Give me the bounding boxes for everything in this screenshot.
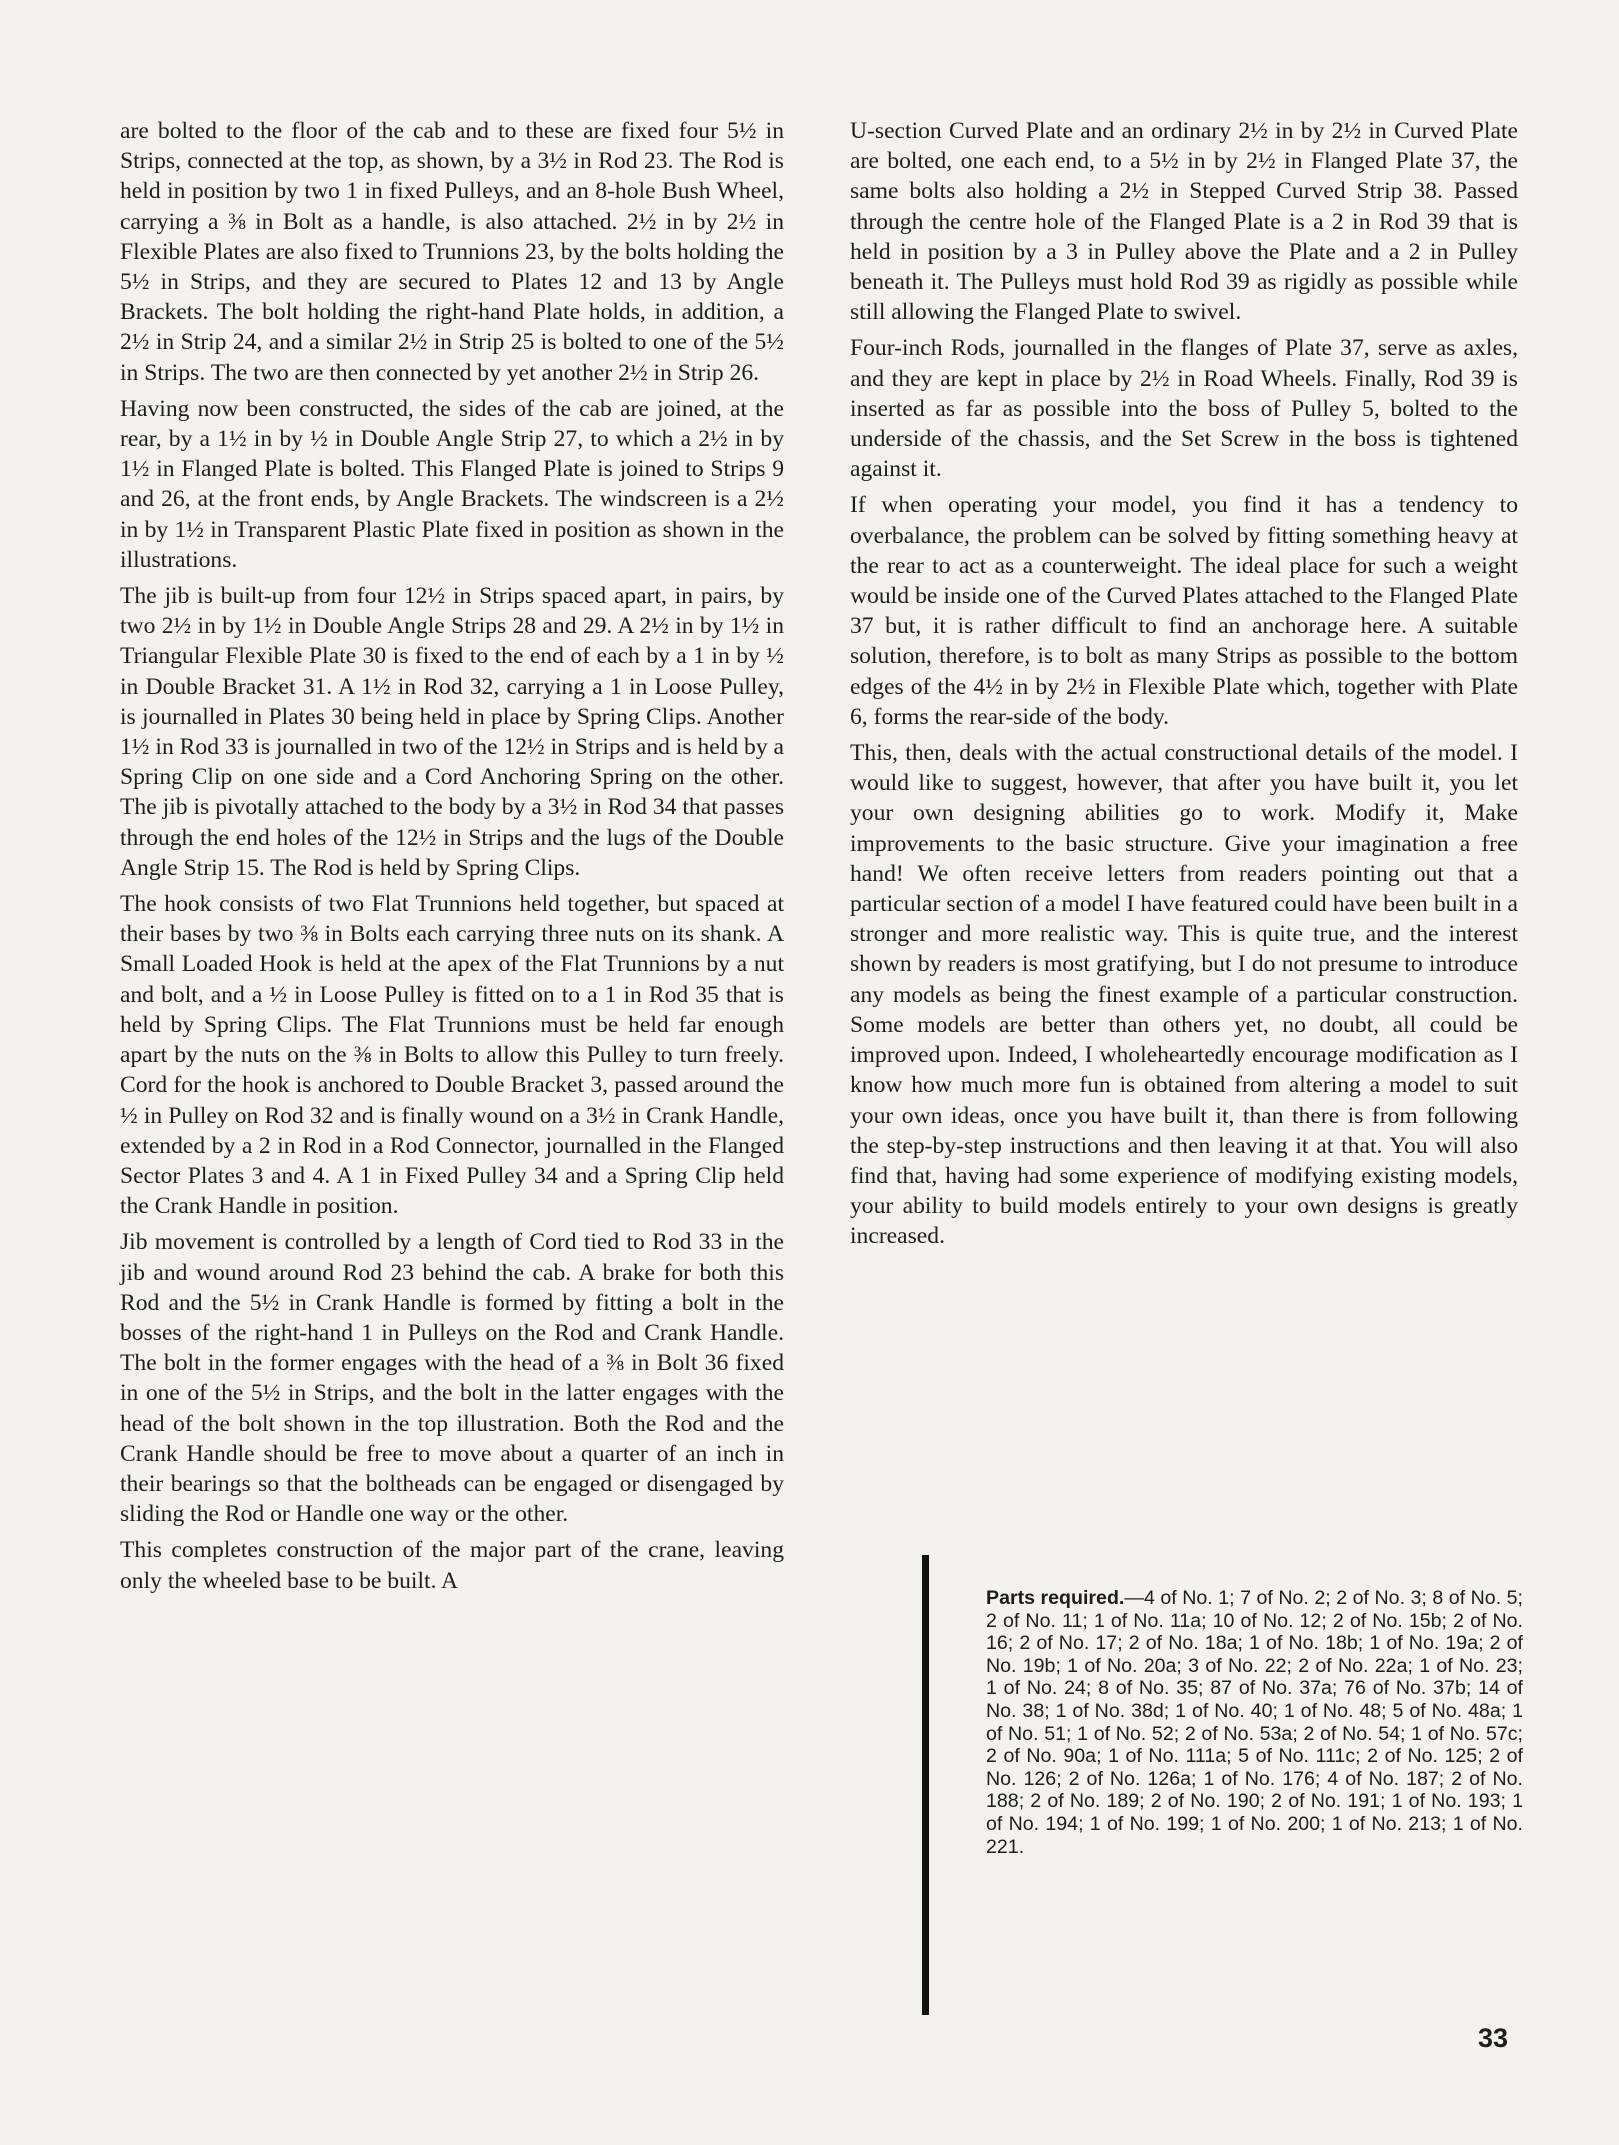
paragraph: This, then, deals with the actual constructional details of the model. I would like to suggest, however, that after you have built it, you let your own designing abilities go to work. Modify it, Make improvements to the basic structure. Give your imagination a free hand! We often receive letters from readers pointing out that a particular section of a model I have featured could have been built in a stronger and more realistic way. This is quite true, and the interest shown by readers is most gratifying, but I do not presume to introduce any models as being the finest example of a particular construction. Some models are better than others yet, no doubt, all could be improved upon. Indeed, I wholeheartedly encourage modification as I know how much more fun is obtained from altering a model to suit your own ideas, once you have built it, than there is from following the step-by-step instructions and then leaving it at that. You will also find that, having had some experience of modifying existing models, your ability to build models entirely to your own designs is greatly increased. <box>850 740 1518 1250</box>
parts-required-list: —4 of No. 1; 7 of No. 2; 2 of No. 3; 8 of No. 5; 2 of No. 11; 1 of No. 11a; 10 of No. 12; 2 of No. 15b; 2 of No. 16; 2 of No. 17; 2 of No. 18a; 1 of No. 18b; 1 of No. 19a; 2 of No. 19b; 1 of No. 20a; 3 of No. 22; 2 of No. 22a; 1 of No. 23; 1 of No. 24; 8 of No. 35; 87 of No. 37a; 76 of No. 37b; 14 of No. 38; 1 of No. 38d; 1 of No. 40; 1 of No. 48; 5 of No. 48a; 1 of No. 51; 1 of No. 52; 2 of No. 53a; 2 of No. 54; 1 of No. 57c; 2 of No. 90a; 1 of No. 111a; 5 of No. 111c; 2 of No. 125; 2 of No. 126; 2 of No. 126a; 1 of No. 176; 4 of No. 187; 2 of No. 188; 2 of No. 189; 2 of No. 190; 2 of No. 191; 1 of No. 193; 1 of No. 194; 1 of No. 199; 1 of No. 200; 1 of No. 213; 1 of No. 221. <box>986 1587 1524 1858</box>
parts-required-box <box>922 1555 1586 2015</box>
paragraph: If when operating your model, you find it has a tendency to overbalance, the problem can be solved by fitting something heavy at the rear to act as a counterweight. The ideal place for such a weight would be inside one of the Curved Plates attached to the Flanged Plate 37 but, it is rather difficult to find an anchorage here. A suitable solution, therefore, is to bolt as many Strips as possible to the bottom edges of the 4½ in by 2½ in Flexible Plate which, together with Plate 6, forms the rear-side of the body. <box>850 492 1518 730</box>
paragraph: The hook consists of two Flat Trunnions held together, but spaced at their bases by two ⅜ in Bolts each carrying three nuts on its shank. A Small Loaded Hook is held at the apex of the Flat Trunnions by a nut and bolt, and a ½ in Loose Pulley is fitted on to a 1 in Rod 35 that is held by Spring Clips. The Flat Trunnions must be held far enough apart by the nuts on the ⅜ in Bolts to allow this Pulley to turn freely. Cord for the hook is anchored to Double Bracket 3, passed around the ½ in Pulley on Rod 32 and is finally wound on a 3½ in Crank Handle, extended by a 2 in Rod in a Rod Connector, journalled in the Flanged Sector Plates 3 and 4. A 1 in Fixed Pulley 34 and a Spring Clip held the Crank Handle in position. <box>120 891 784 1220</box>
right-column <box>850 116 1518 1258</box>
parts-required-heading: Parts required. <box>986 1587 1125 1609</box>
paragraph: This completes construction of the major part of the crane, leaving only the wheeled base to be built. A <box>120 1537 784 1594</box>
left-column <box>120 116 784 1602</box>
paragraph: Four-inch Rods, journalled in the flanges of Plate 37, serve as axles, and they are kept in place by 2½ in Road Wheels. Finally, Rod 39 is inserted as far as possible into the boss of Pulley 5, bolted to the underside of the chassis, and the Set Screw in the boss is tightened against it. <box>850 335 1518 483</box>
parts-required-text <box>986 1587 1523 1858</box>
paragraph: The jib is built-up from four 12½ in Strips spaced apart, in pairs, by two 2½ in by 1½ in Double Angle Strips 28 and 29. A 2½ in by 1½ in Triangular Flexible Plate 30 is fixed to the end of each by a 1 in by ½ in Double Bracket 31. A 1½ in Rod 32, carrying a 1 in Loose Pulley, is journalled in Plates 30 being held in place by Spring Clips. Another 1½ in Rod 33 is journalled in two of the 12½ in Strips and is held by a Spring Clip on one side and a Cord Anchoring Spring on the other. The jib is pivotally attached to the body by a 3½ in Rod 34 that passes through the end holes of the 12½ in Strips and the lugs of the Double Angle Strip 15. The Rod is held by Spring Clips. <box>120 583 784 881</box>
paragraph: Jib movement is controlled by a length of Cord tied to Rod 33 in the jib and wound around Rod 23 behind the cab. A brake for both this Rod and the 5½ in Crank Handle is formed by fitting a bolt in the bosses of the right-hand 1 in Pulleys on the Rod and Crank Handle. The bolt in the former engages with the head of a ⅜ in Bolt 36 fixed in one of the 5½ in Strips, and the bolt in the latter engages with the head of the bolt shown in the top illustration. Both the Rod and the Crank Handle should be free to move about a quarter of an inch in their bearings so that the boltheads can be engaged or disengaged by sliding the Rod or Handle one way or the other. <box>120 1229 784 1528</box>
paragraph: Having now been constructed, the sides of the cab are joined, at the rear, by a 1½ in by ½ in Double Angle Strip 27, to which a 2½ in by 1½ in Flanged Plate is bolted. This Flanged Plate is joined to Strips 9 and 26, at the front ends, by Angle Brackets. The windscreen is a 2½ in by 1½ in Transparent Plastic Plate fixed in position as shown in the illustrations. <box>120 395 784 573</box>
page-number: 33 <box>1478 2023 1509 2053</box>
paragraph: U-section Curved Plate and an ordinary 2½ in by 2½ in Curved Plate are bolted, one each end, to a 5½ in by 2½ in Flanged Plate 37, the same bolts also holding a 2½ in Stepped Curved Strip 38. Passed through the centre hole of the Flanged Plate is a 2 in Rod 39 that is held in position by a 3 in Pulley above the Plate and a 2 in Pulley beneath it. The Pulleys must hold Rod 39 as rigidly as possible while still allowing the Flanged Plate to swivel. <box>850 118 1518 326</box>
paragraph: are bolted to the floor of the cab and to these are fixed four 5½ in Strips, connected at the top, as shown, by a 3½ in Rod 23. The Rod is held in position by two 1 in fixed Pulleys, and an 8-hole Bush Wheel, carrying a ⅜ in Bolt as a handle, is also attached. 2½ in by 2½ in Flexible Plates are also fixed to Trunnions 23, by the bolts holding the 5½ in Strips, and they are secured to Plates 12 and 13 by Angle Brackets. The bolt holding the right-hand Plate holds, in addition, a 2½ in Strip 24, and a similar 2½ in Strip 25 is bolted to one of the 5½ in Strips. The two are then connected by yet another 2½ in Strip 26. <box>120 118 784 386</box>
